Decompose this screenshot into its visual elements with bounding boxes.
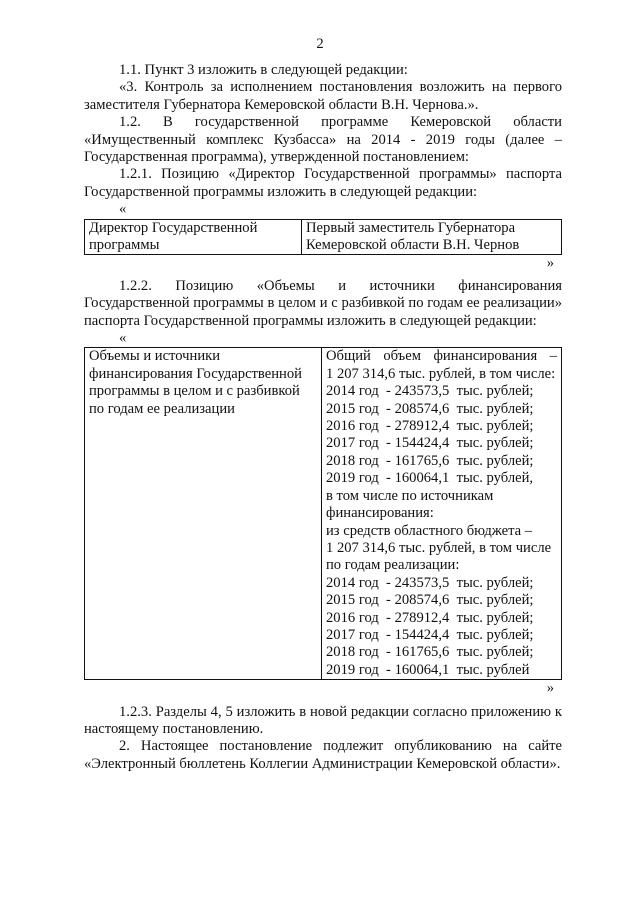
paragraph-1-1-text: «3. Контроль за исполнением постановления возложить на первого заместителя Губернатора Кемеровской области В.Н. Чернова.». — [84, 79, 562, 113]
director-label-cell: Директор Государственной программы — [85, 219, 302, 255]
table-row — [85, 348, 562, 680]
finance-table — [84, 347, 562, 680]
year-regional-2014: 2014 год - 243573,5 тыс. рублей; — [326, 574, 534, 591]
director-value-cell: Первый заместитель Губернатора Кемеровской области В.Н. Чернов — [302, 219, 562, 255]
year-regional-2016: 2016 год - 278912,4 тыс. рублей; — [326, 609, 534, 626]
year-total-2014: 2014 год - 243573,5 тыс. рублей; — [326, 383, 534, 400]
paragraph-2: 2. Настоящее постановление подлежит опубликованию на сайте «Электронный бюллетень Коллегии Администрации Кемеровской области». — [84, 738, 562, 772]
sources-intro-line-1: в том числе по источникам — [326, 487, 494, 504]
quote-close-2: » — [546, 680, 554, 697]
sources-intro-line-2: финансирования: — [326, 505, 434, 522]
year-total-2015: 2015 год - 208574,6 тыс. рублей; — [326, 400, 534, 417]
finance-total-line-1: Общий объем финансирования – — [326, 348, 557, 365]
year-total-2019: 2019 год - 160064,1 тыс. рублей, — [326, 470, 534, 487]
table-row — [85, 219, 562, 255]
quote-open-2: « — [119, 330, 127, 347]
regional-budget-line-1: из средств областного бюджета – — [326, 522, 533, 539]
year-total-2016: 2016 год - 278912,4 тыс. рублей; — [326, 418, 534, 435]
year-total-2018: 2018 год - 161765,6 тыс. рублей; — [326, 452, 534, 469]
quote-close-1: » — [546, 255, 554, 272]
paragraph-1-2: 1.2. В государственной программе Кемеровской области «Имущественный комплекс Кузбасса» на 2014 - 2019 годы (далее – Государственная программа), утвержденной постановлением: — [84, 114, 562, 166]
finance-value-cell — [322, 348, 562, 680]
year-regional-2018: 2018 год - 161765,6 тыс. рублей; — [326, 644, 534, 661]
regional-budget-line-3: по годам реализации: — [326, 557, 460, 574]
document-body — [84, 62, 562, 773]
paragraph-1-2-1: 1.2.1. Позицию «Директор Государственной программы» паспорта Государственной программы изложить в следующей редакции: — [84, 166, 562, 200]
finance-total-line-2: 1 207 314,6 тыс. рублей, в том числе: — [326, 365, 556, 382]
year-regional-2015: 2015 год - 208574,6 тыс. рублей; — [326, 592, 534, 609]
paragraph-1-2-3: 1.2.3. Разделы 4, 5 изложить в новой редакции согласно приложению к настоящему постановлению. — [84, 703, 562, 737]
director-table — [84, 219, 562, 256]
page-number: 2 — [316, 36, 324, 52]
finance-label-cell: Объемы и источники финансирования Государственной программы в целом и с разбивкой по годам ее реализации — [85, 348, 322, 680]
year-total-2017: 2017 год - 154424,4 тыс. рублей; — [326, 435, 534, 452]
regional-budget-line-2: 1 207 314,6 тыс. рублей, в том числе — [326, 539, 552, 556]
paragraph-1-1: 1.1. Пункт 3 изложить в следующей редакции: — [119, 62, 408, 78]
year-regional-2019: 2019 год - 160064,1 тыс. рублей — [326, 661, 530, 678]
paragraph-1-2-2: 1.2.2. Позицию «Объемы и источники финансирования Государственной программы в целом и с разбивкой по годам ее реализации» паспорта Государственной программы изложить в следующей редакции: — [84, 277, 562, 329]
year-regional-2017: 2017 год - 154424,4 тыс. рублей; — [326, 626, 534, 643]
quote-open-1: « — [119, 201, 127, 218]
